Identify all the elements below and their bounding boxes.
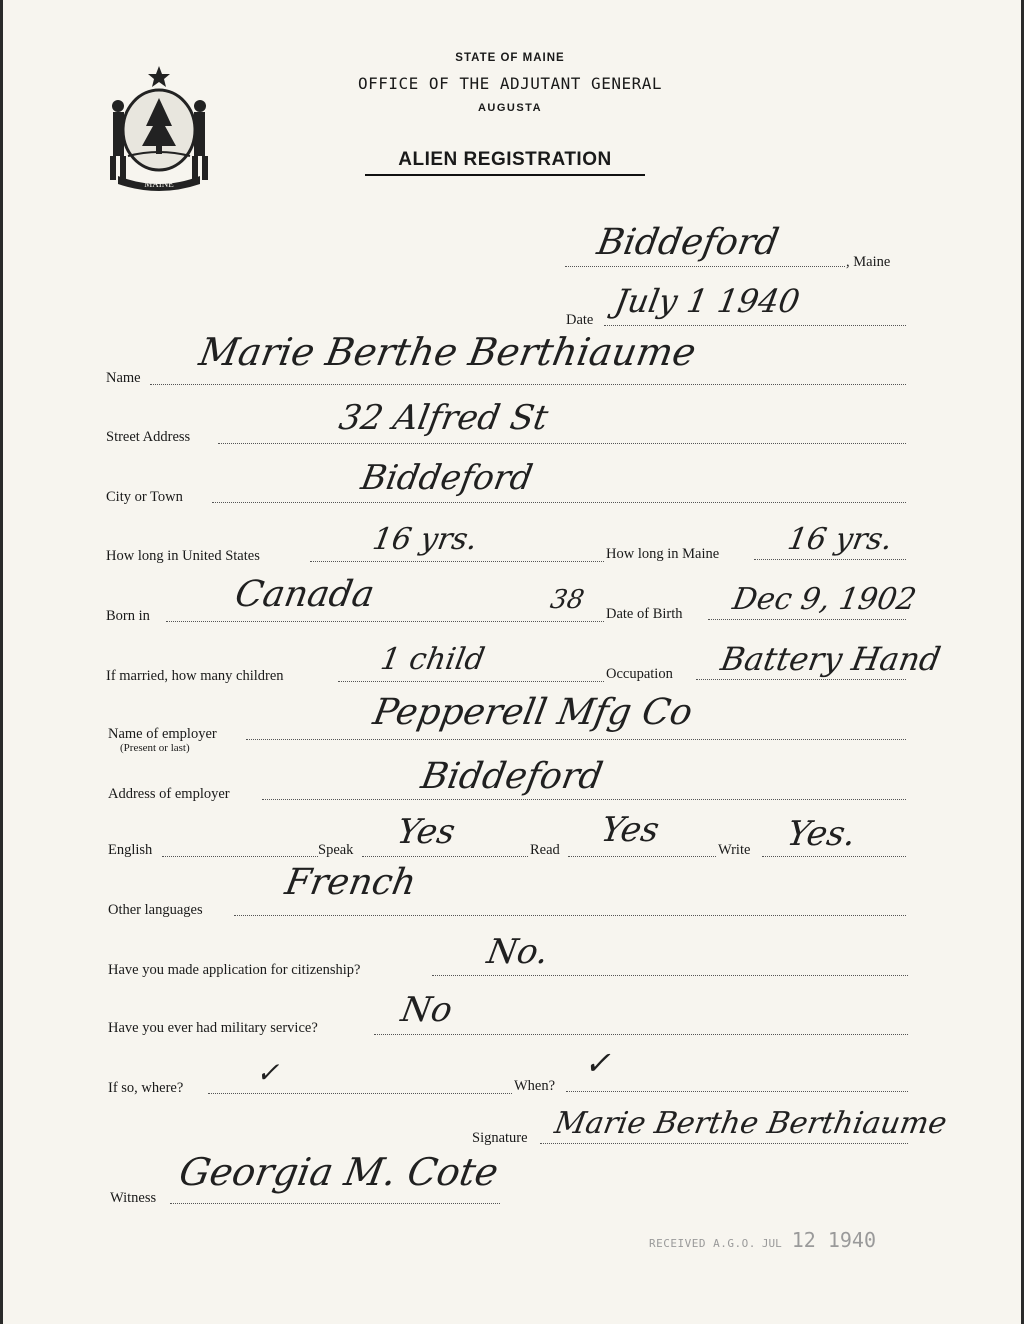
citizenship-value[interactable]: No.	[484, 932, 552, 972]
town-line	[565, 266, 845, 267]
street-address-label: Street Address	[106, 429, 191, 445]
speak-label: Speak	[318, 842, 354, 858]
name-value[interactable]: Marie Berthe Berthiaume	[196, 330, 700, 374]
date-of-birth-value[interactable]: Dec 9, 1902	[730, 582, 919, 617]
age-note: 38	[548, 585, 587, 615]
how-long-us-label: How long in United States	[106, 548, 260, 564]
date-of-birth-line	[708, 619, 906, 620]
how-long-maine-label: How long in Maine	[606, 546, 720, 562]
occupation-value[interactable]: Battery Hand	[718, 640, 944, 678]
street-address-line	[218, 443, 906, 444]
signature-value[interactable]: Marie Berthe Berthiaume	[552, 1106, 950, 1141]
employer-line	[246, 739, 906, 740]
read-value[interactable]: Yes	[598, 810, 663, 850]
received-stamp	[649, 1228, 876, 1252]
born-in-line	[166, 621, 604, 622]
city-or-town-label: City or Town	[106, 489, 183, 505]
when-label: When?	[514, 1078, 556, 1094]
maine-state-seal-icon	[104, 64, 214, 194]
where-checkmark: ✓	[256, 1056, 280, 1089]
write-line	[762, 856, 906, 857]
read-label: Read	[530, 842, 560, 858]
office-heading: OFFICE OF THE ADJUTANT GENERAL	[358, 74, 662, 93]
title-underline	[365, 174, 645, 176]
how-long-maine-line	[754, 559, 906, 560]
city-or-town-value[interactable]: Biddeford	[358, 458, 536, 498]
signature-label: Signature	[472, 1130, 528, 1146]
date-line	[604, 325, 906, 326]
employer-address-value[interactable]: Biddeford	[418, 756, 606, 797]
stamp-received-text: RECEIVED A.G.O.	[649, 1237, 756, 1250]
form-title: ALIEN REGISTRATION	[398, 149, 612, 170]
children-value[interactable]: 1 child	[378, 642, 488, 677]
citizenship-label: Have you made application for citizenship?	[108, 962, 361, 978]
name-line	[150, 384, 906, 385]
write-label: Write	[718, 842, 751, 858]
military-label: Have you ever had military service?	[108, 1020, 318, 1036]
street-address-value[interactable]: 32 Alfred St	[336, 398, 552, 438]
citizenship-line	[432, 975, 908, 976]
stamp-date: 12 1940	[791, 1228, 877, 1252]
occupation-label: Occupation	[606, 666, 673, 682]
date-label: Date	[566, 312, 594, 328]
how-long-us-line	[310, 561, 604, 562]
city-or-town-line	[212, 502, 906, 503]
other-languages-label: Other languages	[108, 902, 203, 918]
military-line	[374, 1034, 908, 1035]
date-value[interactable]: July 1 1940	[612, 282, 803, 320]
where-label: If so, where?	[108, 1080, 184, 1096]
witness-line	[170, 1203, 500, 1204]
read-line	[568, 856, 716, 857]
employer-address-label: Address of employer	[108, 786, 230, 802]
date-of-birth-label: Date of Birth	[606, 606, 683, 622]
state-heading: STATE OF MAINE	[455, 52, 565, 64]
stamp-month: JUL	[761, 1237, 782, 1250]
speak-line	[362, 856, 528, 857]
employer-value[interactable]: Pepperell Mfg Co	[370, 692, 696, 733]
maine-label: , Maine	[846, 254, 891, 270]
born-in-value[interactable]: Canada	[232, 574, 378, 615]
other-languages-line	[234, 915, 906, 916]
when-checkmark: ✓	[584, 1044, 611, 1082]
how-long-maine-value[interactable]: 16 yrs.	[785, 522, 896, 557]
speak-value[interactable]: Yes	[394, 812, 459, 852]
signature-line	[540, 1143, 908, 1144]
born-in-label: Born in	[106, 608, 150, 624]
town-value[interactable]: Biddeford	[594, 222, 782, 263]
where-line	[208, 1093, 512, 1094]
other-languages-value[interactable]: French	[282, 862, 420, 903]
english-label: English	[108, 842, 153, 858]
left-border	[0, 0, 3, 1324]
witness-value[interactable]: Georgia M. Cote	[176, 1150, 502, 1194]
english-line	[162, 856, 318, 857]
children-label: If married, how many children	[106, 668, 284, 684]
how-long-us-value[interactable]: 16 yrs.	[370, 522, 481, 557]
write-value[interactable]: Yes.	[784, 814, 859, 854]
employer-address-line	[262, 799, 906, 800]
seal-banner-text: MAINE	[144, 179, 174, 189]
when-line	[566, 1091, 908, 1092]
witness-label: Witness	[110, 1190, 157, 1206]
employer-label: Name of employer	[108, 726, 217, 742]
military-value[interactable]: No	[398, 990, 456, 1030]
occupation-line	[696, 679, 906, 680]
city-heading: AUGUSTA	[477, 102, 543, 114]
name-label: Name	[106, 370, 141, 386]
children-line	[338, 681, 604, 682]
employer-sublabel: (Present or last)	[120, 742, 190, 754]
